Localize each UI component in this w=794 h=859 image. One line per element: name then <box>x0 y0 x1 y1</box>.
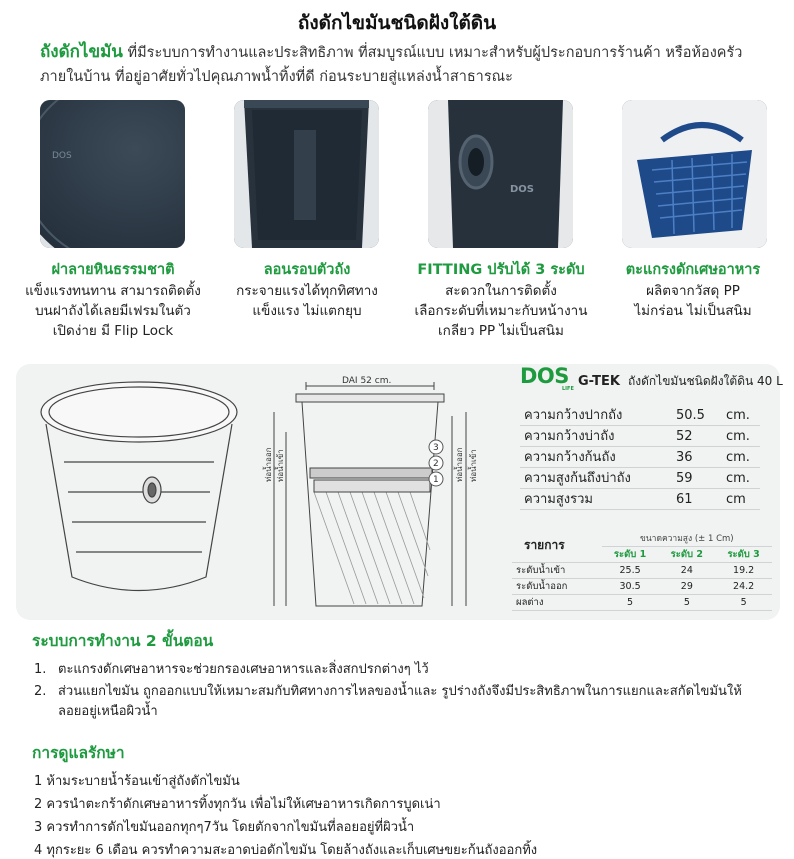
dimension-value: 61 <box>676 492 693 507</box>
intro-accent: ถังดักไขมัน <box>40 42 123 62</box>
feature-basket-heading: ตะแกรงดักเศษอาหาร <box>625 262 761 278</box>
feature-ribs-heading: ลอนรอบตัวถัง <box>263 262 351 278</box>
list-item: 4 ทุกระยะ 6 เดือน ควรทำความสะอาดบ่อดักไขมัน โดยล้างถังและเก็บเศษขยะก้นถังออกทิ้ง <box>34 843 538 858</box>
dimension-label: ความกว้างก้นถัง <box>524 450 616 465</box>
section-steps-title: ระบบการทำงาน 2 ขั้นตอน <box>32 632 214 650</box>
dimension-value: 52 <box>676 429 693 444</box>
list-item <box>34 682 764 722</box>
feature-fitting-heading: FITTING ปรับได้ 3 ระดับ <box>417 262 585 278</box>
inlet-label-right: ท่อน้ำเข้า <box>469 449 478 482</box>
model-code: G-TEK <box>578 374 620 389</box>
dimension-value: 59 <box>676 471 693 486</box>
dimension-row <box>520 489 760 510</box>
levels-col-2: ระดับ 2 <box>658 546 715 562</box>
level-mark-2: 2 <box>433 459 439 469</box>
feature-line: เลือกระดับที่เหมาะกับหน้างาน <box>414 303 588 319</box>
fitting-photo <box>428 100 573 248</box>
levels-row-label: ระดับน้ำเข้า <box>512 562 602 578</box>
feature-line: เกลียว PP ไม่เป็นสนิม <box>438 323 564 339</box>
levels-row-label: ผลต่าง <box>512 594 602 610</box>
step-number: 1. <box>34 662 47 677</box>
section-care-title: การดูแลรักษา <box>32 744 125 762</box>
dimensions-list <box>520 405 760 510</box>
care-list <box>34 772 764 859</box>
levels-table <box>512 530 772 611</box>
levels-cell: 25.5 <box>602 562 659 578</box>
levels-cell: 19.2 <box>715 562 772 578</box>
level-mark-3: 3 <box>433 443 439 453</box>
dos-logo <box>520 364 580 394</box>
feature-ribs <box>212 260 402 321</box>
feature-line: แข็งแรงทนทาน สามารถติดตั้ง <box>25 283 201 299</box>
table-row <box>512 594 772 610</box>
model-name: ถังดักไขมันชนิดฝังใต้ดิน 40 L <box>627 374 783 388</box>
dimension-label: ความสูงก้นถึงบ่าถัง <box>524 471 631 486</box>
lid-brand-text: DOS <box>52 151 72 161</box>
list-item: 3 ควรทำการดักไขมันออกทุกๆ7วัน โดยตักจากไขมันที่ลอยอยู่ที่ผิวน้ำ <box>34 820 415 835</box>
dimension-unit: cm. <box>726 450 750 465</box>
feature-photos <box>40 100 768 250</box>
dimension-label: ความกว้างบ่าถัง <box>524 429 615 444</box>
outlet-label-left: ท่อน้ำออก <box>264 447 273 482</box>
levels-table-header: รายการ <box>512 530 602 562</box>
steps-list <box>34 660 764 724</box>
fitting-brand-text: DOS <box>510 184 535 195</box>
dimension-label: ความกว้างปากถัง <box>524 408 623 423</box>
table-row <box>512 578 772 594</box>
tank-diagram <box>24 372 510 616</box>
intro-paragraph <box>40 40 770 89</box>
feature-line: แข็งแรง ไม่แตกยุบ <box>252 303 362 319</box>
dimension-value: 36 <box>676 450 693 465</box>
table-row <box>512 562 772 578</box>
levels-cell: 5 <box>715 594 772 610</box>
dimension-row <box>520 405 760 426</box>
tank-section-drawing <box>274 382 466 606</box>
feature-fitting <box>406 260 596 341</box>
feature-lid <box>18 260 208 341</box>
inlet-label-left: ท่อน้ำเข้า <box>276 449 285 482</box>
dimension-unit: cm. <box>726 471 750 486</box>
dimension-unit: cm. <box>726 408 750 423</box>
feature-line: สะดวกในการติดตั้ง <box>445 283 557 299</box>
levels-col-1: ระดับ 1 <box>602 546 659 562</box>
levels-cell: 24.2 <box>715 578 772 594</box>
watermark: TRADE <box>520 640 755 691</box>
feature-line: ผลิตจากวัสดุ PP <box>646 283 740 299</box>
list-item <box>34 660 764 680</box>
logo-brand: DOS <box>520 364 569 388</box>
level-mark-1: 1 <box>433 475 439 485</box>
outlet-label-right: ท่อน้ำออก <box>455 447 464 482</box>
levels-cell: 5 <box>658 594 715 610</box>
dimension-unit: cm. <box>726 429 750 444</box>
list-item: 2 ควรนำตะกร้าดักเศษอาหารทิ้งทุกวัน เพื่อไม่ให้เศษอาหารเกิดการบูดเน่า <box>34 797 441 812</box>
tank-rim-photo <box>234 100 379 248</box>
dimension-value: 50.5 <box>676 408 705 423</box>
levels-cell: 30.5 <box>602 578 659 594</box>
feature-line: เปิดง่าย มี Flip Lock <box>52 323 174 339</box>
feature-line: บนฝาถังได้เลยมีเฟรมในตัว <box>35 303 191 319</box>
step-number: 2. <box>34 684 47 699</box>
intro-text: ที่มีระบบการทำงานและประสิทธิภาพ ที่สมบูรณ์แบบ เหมาะสำหรับผู้ประกอบการร้านค้า หรือห้องครัวภายในบ้าน ที่อยู่อาศัยทั่วไปคุณภาพน้ำทิ้งที่ดี ก่อนระบายสู่แหล่งน้ำสาธารณะ <box>40 45 743 85</box>
page-title: ถังดักไขมันชนิดฝังใต้ดิน <box>297 12 497 34</box>
feature-basket <box>598 260 788 321</box>
product-model <box>578 372 783 391</box>
levels-row-label: ระดับน้ำออก <box>512 578 602 594</box>
dimension-row <box>520 426 760 447</box>
tank-3d-drawing <box>41 382 237 591</box>
dimension-row <box>520 447 760 468</box>
feature-line: กระจายแรงได้ทุกทิศทาง <box>236 283 378 299</box>
list-item: 1 ห้ามระบายน้ำร้อนเข้าสู่ถังดักไขมัน <box>34 774 240 789</box>
basket-photo <box>622 100 767 248</box>
levels-cell: 24 <box>658 562 715 578</box>
dimension-unit: cm <box>726 492 746 507</box>
step-text: ส่วนแยกไขมัน ถูกออกแบบให้เหมาะสมกับทิศทางการไหลของน้ำและ รูปร่างถังจึงมีประสิทธิภาพในการแยกและสกัดไขมันให้ลอยอยู่เหนือผิวน้ำ <box>58 684 742 719</box>
logo-sub: LIFE <box>562 386 574 392</box>
levels-col-3: ระดับ 3 <box>715 546 772 562</box>
dimension-row <box>520 468 760 489</box>
levels-cell: 5 <box>602 594 659 610</box>
lid-photo <box>40 100 185 248</box>
feature-lid-heading: ฝาลายหินธรรมชาติ <box>51 262 175 278</box>
levels-cell: 29 <box>658 578 715 594</box>
diameter-label: DAI 52 cm. <box>342 376 392 386</box>
feature-line: ไม่กร่อน ไม่เป็นสนิม <box>634 303 752 319</box>
levels-table-caption: ขนาดความสูง (± 1 Cm) <box>602 530 772 546</box>
dimension-label: ความสูงรวม <box>524 492 593 507</box>
step-text: ตะแกรงดักเศษอาหารจะช่วยกรองเศษอาหารและสิ่งสกปรกต่างๆ ไว้ <box>58 662 429 677</box>
